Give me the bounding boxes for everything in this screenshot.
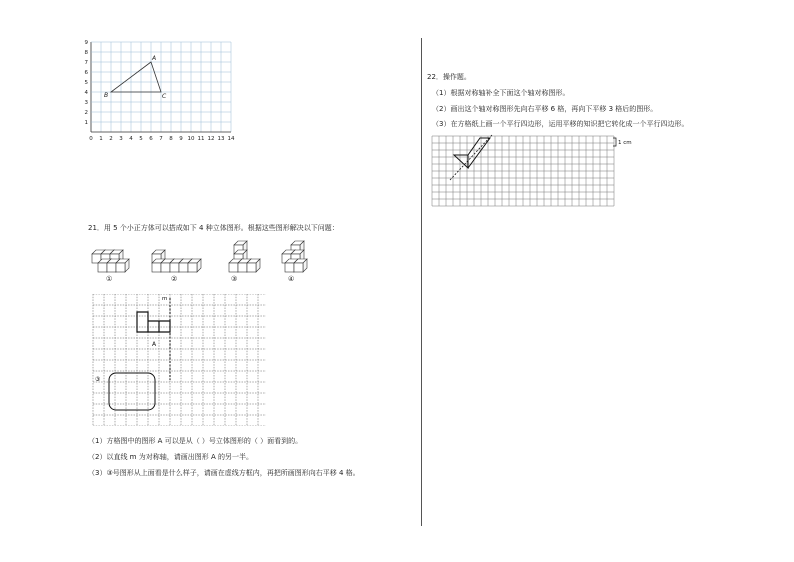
shape-a-label: A — [152, 341, 157, 348]
point-label-c: C — [162, 93, 167, 100]
y-tick-label: 4 — [84, 90, 88, 96]
dashed-grid-q21 — [86, 294, 266, 426]
y-tick-label: 8 — [84, 50, 88, 56]
coordinate-grid — [80, 36, 240, 146]
y-tick-label: 9 — [84, 40, 88, 46]
partial-figure — [454, 138, 490, 168]
scale-bracket — [613, 138, 616, 146]
x-tick-label: 5 — [139, 136, 143, 142]
cube — [116, 259, 129, 272]
y-tick-label: 6 — [84, 70, 88, 76]
triangle-abc — [111, 62, 161, 92]
y-tick-label: 2 — [84, 110, 88, 116]
q21-question-2: （2）以直线 m 为对称轴，请画出图形 A 的另一半。 — [88, 453, 253, 461]
q22-question-2: （2）画出这个轴对称图形先向右平移 6 格，再向下平移 3 格后的图形。 — [432, 105, 658, 113]
q22-question-3: （3）在方格纸上画一个平行四边形，运用平移的知识把它转化成一个平行四边形。 — [432, 120, 689, 128]
x-tick-label: 10 — [187, 136, 195, 142]
frame-label: ③ — [95, 376, 101, 383]
x-tick-label: 14 — [227, 136, 235, 142]
x-tick-label: 6 — [149, 136, 153, 142]
column-divider — [421, 38, 422, 526]
cube — [247, 259, 260, 272]
x-tick-label: 1 — [99, 136, 103, 142]
figure-label-1: ① — [106, 275, 113, 283]
y-tick-label: 7 — [84, 60, 88, 66]
x-tick-label: 13 — [217, 136, 225, 142]
scale-label: 1 cm — [618, 140, 632, 146]
q21-question-3: （3）③号图形从上面看是什么样子，请画在虚线方框内，再把所画图形向右平移 4 格。 — [88, 469, 360, 477]
x-tick-label: 12 — [207, 136, 215, 142]
figure-label-2: ② — [171, 275, 178, 283]
x-tick-label: 4 — [129, 136, 133, 142]
figure-label-3: ③ — [231, 275, 238, 283]
cube — [188, 259, 201, 272]
q22-question-1: （1）根据对称轴补全下面这个轴对称图形。 — [432, 89, 570, 97]
point-label-a: A — [152, 55, 157, 62]
point-label-b: B — [104, 92, 109, 99]
cube — [294, 259, 307, 272]
x-tick-label: 3 — [119, 136, 123, 142]
q21-question-1: （1）方格图中的图形 A 可以是从（ ）号立体图形的（ ）面看到的。 — [88, 437, 303, 445]
y-tick-label: 5 — [84, 80, 88, 86]
shape-a — [137, 312, 170, 332]
y-tick-label: 3 — [84, 100, 88, 106]
q21-title: 21．用 5 个小正方体可以搭成如下 4 种立体图形。根据这些图形解决以下问题： — [88, 224, 339, 232]
axis-m-label: m — [162, 296, 168, 302]
x-tick-label: 9 — [179, 136, 183, 142]
figure-label-4: ④ — [288, 275, 295, 283]
x-tick-label: 2 — [109, 136, 113, 142]
y-tick-label: 1 — [84, 120, 88, 126]
x-tick-label: 7 — [159, 136, 163, 142]
grid-q22 — [430, 134, 640, 212]
q22-title: 22．操作题。 — [427, 73, 471, 81]
x-tick-label: 0 — [89, 136, 93, 142]
x-tick-label: 8 — [169, 136, 173, 142]
x-tick-label: 11 — [197, 136, 205, 142]
